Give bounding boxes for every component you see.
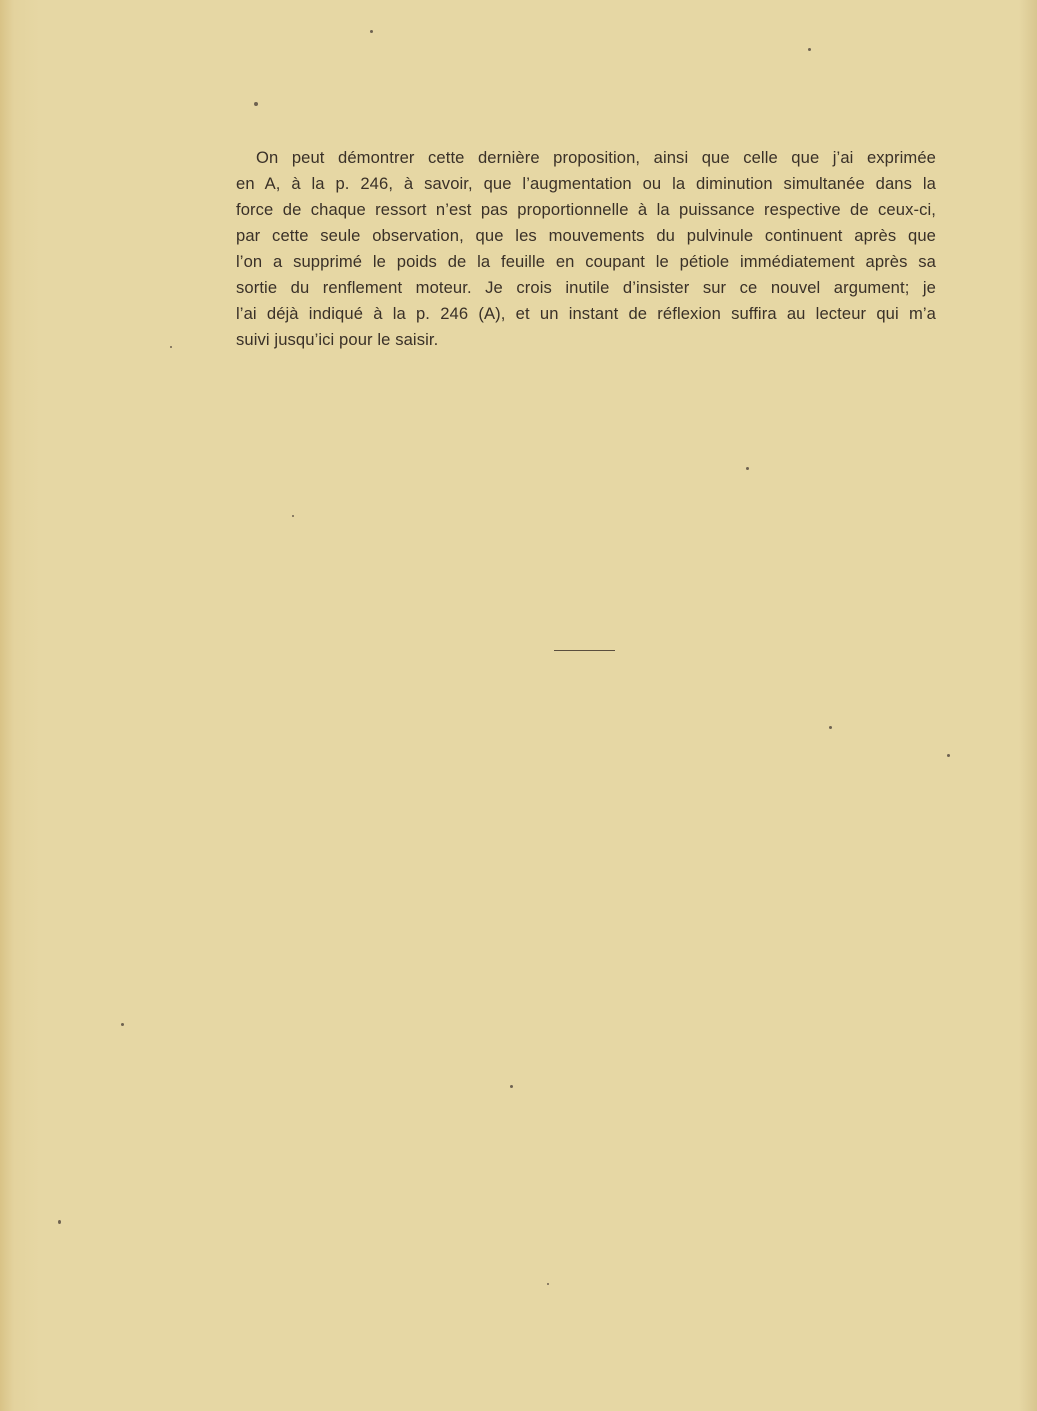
- paper-speck: [254, 102, 258, 106]
- paper-speck: [370, 30, 373, 33]
- paper-speck: [121, 1023, 124, 1026]
- paragraph-line: On peut démontrer cette dernière proposition, ainsi que celle que j’ai exprimée: [256, 148, 936, 167]
- paragraph-line: l’on a supprimé le poids de la feuille en coupant le pétiole immédiatement après sa: [236, 252, 936, 271]
- paper-speck: [547, 1283, 549, 1285]
- paper-speck: [808, 48, 811, 51]
- paper-speck: [947, 754, 950, 757]
- paper-speck: [292, 515, 294, 517]
- paragraph-line: par cette seule observation, que les mouvements du pulvinule continuent après que: [236, 226, 936, 245]
- paragraph-line: suivi jusqu’ici pour le saisir.: [236, 330, 439, 349]
- paper-speck: [170, 346, 172, 348]
- paragraph-line: sortie du renflement moteur. Je crois inutile d’insister sur ce nouvel argument; je: [236, 278, 936, 297]
- paper-speck: [829, 726, 832, 729]
- paragraph-line: l’ai déjà indiqué à la p. 246 (A), et un instant de réflexion suffira au lecteur qui m’a: [236, 304, 936, 323]
- section-divider-rule: [554, 650, 615, 651]
- paper-speck: [58, 1220, 61, 1224]
- paper-speck: [746, 467, 749, 470]
- body-paragraph: [236, 145, 936, 353]
- paragraph-line: force de chaque ressort n’est pas proportionnelle à la puissance respective de ceux-ci,: [236, 200, 936, 219]
- paper-speck: [510, 1085, 513, 1088]
- paragraph-line: en A, à la p. 246, à savoir, que l’augmentation ou la diminution simultanée dans la: [236, 174, 936, 193]
